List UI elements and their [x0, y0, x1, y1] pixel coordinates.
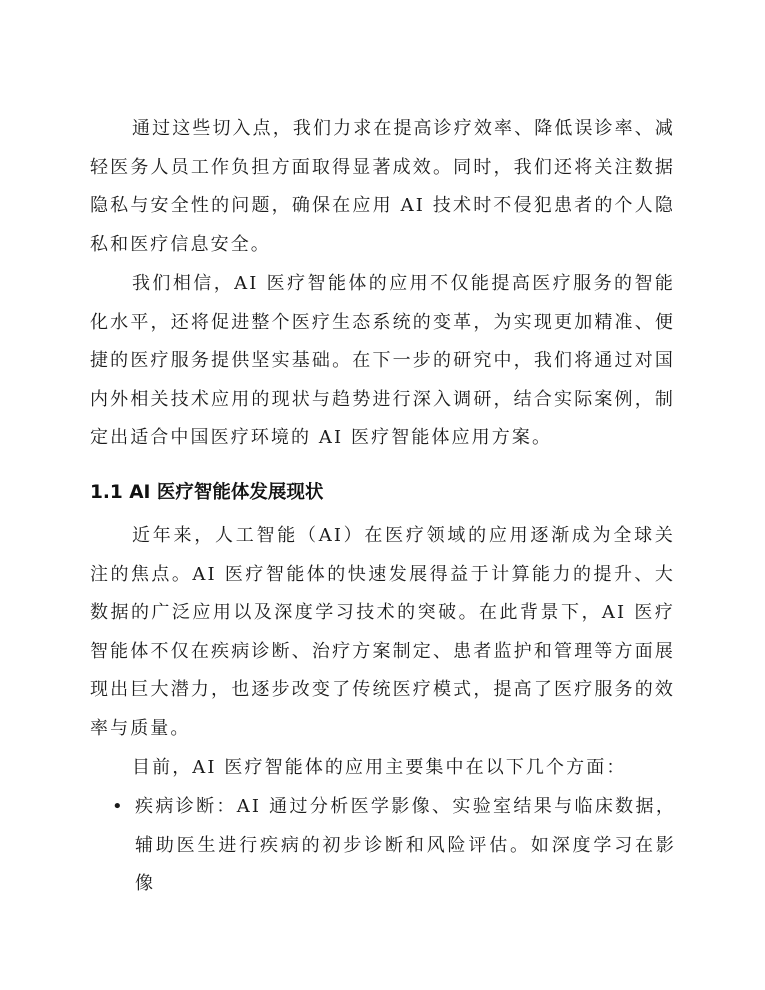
body-paragraph-application-intro: 目前，AI 医疗智能体的应用主要集中在以下几个方面：: [132, 757, 627, 778]
section-heading: 1.1 AI 医疗智能体发展现状: [90, 482, 324, 503]
bullet-text-disease-diagnosis: 疾病诊断：AI 通过分析医学影像、实验室结果与临床数据，辅助医生进行疾病的初步诊断和风险评估。如深度学习在影像: [135, 796, 676, 895]
bullet-marker: •: [112, 796, 123, 817]
body-paragraph-vision: 我们相信，AI 医疗智能体的应用不仅能提高医疗服务的智能化水平，还将促进整个医疗生态系统的变革，为实现更加精准、便捷的医疗服务提供坚实基础。在下一步的研究中，我们将通过对国内外相关技术应用的现状与趋势进行深入调研，结合实际案例，制定出适合中国医疗环境的 AI 医疗智能体应用方案。: [90, 273, 675, 449]
body-paragraph-development-status: 近年来，人工智能（AI）在医疗领域的应用逐渐成为全球关注的焦点。AI 医疗智能体的快速发展得益于计算能力的提升、大数据的广泛应用以及深度学习技术的突破。在此背景下，AI 医疗智能体不仅在疾病诊断、治疗方案制定、患者监护和管理等方面展现出巨大潜力，也逐步改变了传统医疗模式，提高了医疗服务的效率与质量。: [90, 525, 675, 739]
body-paragraph-efficiency-goals: 通过这些切入点，我们力求在提高诊疗效率、降低误诊率、减轻医务人员工作负担方面取得显著成效。同时，我们还将关注数据隐私与安全性的问题，确保在应用 AI 技术时不侵犯患者的个人隐私和医疗信息安全。: [90, 118, 675, 255]
